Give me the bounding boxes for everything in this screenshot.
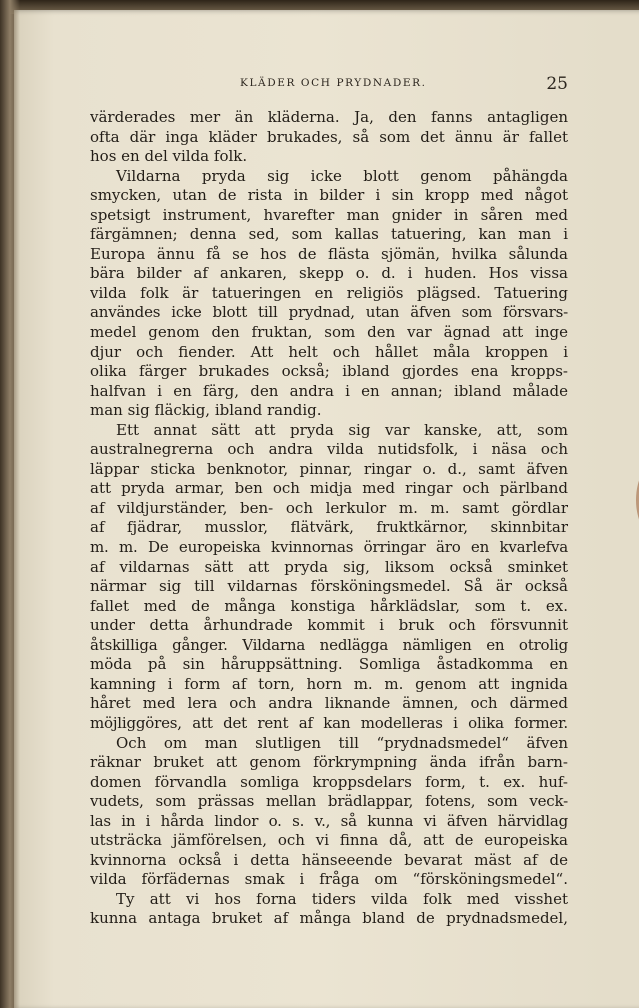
text-line: att pryda armar, ben och midja med ringar och pärlband [90,479,568,498]
text-line: medel genom den fruktan, som den var ägnad att inge [90,323,568,342]
text-line: möda på sin håruppsättning. Somliga åstadkomma en [90,655,568,674]
text-line: fallet med de många konstiga hårklädslar, som t. ex. [90,596,568,615]
text-line: Ett annat sätt att pryda sig var kanske, att, som [116,420,568,439]
text-line: bära bilder af ankaren, skepp o. d. i huden. Hos vissa [90,264,568,283]
text-line: värderades mer än kläderna. Ja, den fanns antagligen [90,108,568,126]
text-line: under detta århundrade kommit i bruk och försvunnit [90,616,568,635]
text-line: vudets, som prässas mellan brädlappar, fotens, som veck- [90,792,568,811]
text-line: las in i hårda lindor o. s. v., så kunna vi äfven härvidlag [90,811,568,830]
text-line: Europa ännu få se hos de flästa sjömän, hvilka sålunda [90,244,568,263]
text-line: åtskilliga gånger. Vildarna nedlägga nämligen en otrolig [90,635,568,654]
text-line: australnegrerna och andra vilda nutidsfolk, i näsa och [90,440,568,459]
text-line: af vildarnas sätt att pryda sig, liksom också sminket [90,557,568,576]
text-line: vilda förfädernas smak i fråga om “försköningsmedel“. [90,870,568,889]
text-line: räknar bruket att genom förkrympning ända ifrån barn- [90,753,568,772]
page-header [90,74,570,94]
text-line: användes icke blott till prydnad, utan äfven som försvars- [90,303,568,322]
text-line: kamning i form af torn, horn m. m. genom att ingnida [90,674,568,693]
text-line: olika färger brukades också; ibland gjordes ena kropps- [90,362,568,381]
book-spine-shadow [0,0,20,1008]
text-line: smycken, utan de rista in bilder i sin kropp med något [90,186,568,205]
text-line: kvinnorna också i detta hänseeende bevarat mäst af de [90,850,568,869]
text-line: man sig fläckig, ibland randig. [90,401,322,420]
text-line: färgämnen; denna sed, som kallas tatuering, kan man i [90,225,568,244]
text-line: hos en del vilda folk. [90,147,248,166]
text-line: domen förvandla somliga kroppsdelars form, t. ex. huf- [90,772,568,791]
text-line: af vildjurständer, ben- och lerkulor m. m. samt gördlar [90,498,568,517]
text-line: Och om man slutligen till “prydnadsmedel“ äfven [116,733,568,752]
running-head: KLÄDER OCH PRYDNADER. [240,77,427,89]
text-line: m. m. De europeiska kvinnornas örringar äro en kvarlefva [90,538,568,557]
text-line: läppar sticka benknotor, pinnar, ringar o. d., samt äfven [90,459,568,478]
text-line: Vildarna pryda sig icke blott genom påhängda [116,166,568,185]
text-line: djur och fiender. Att helt och hållet måla kroppen i [90,342,568,361]
text-line: utsträcka jämförelsen, och vi finna då, att de europeiska [90,831,568,850]
text-line: vilda folk är tatueringen en religiös plägsed. Tatuering [90,283,568,302]
text-line: spetsigt instrument, hvarefter man gnider in såren med [90,205,568,224]
text-line: Ty att vi hos forna tiders vilda folk med visshet [116,889,568,908]
text-line: möjliggöres, att det rent af kan modelleras i olika former. [90,713,568,732]
text-line: håret med lera och andra liknande ämnen, och därmed [90,694,568,713]
text-line: af fjädrar, musslor, flätvärk, fruktkärnor, skinnbitar [90,518,568,537]
text-line: halfvan i en färg, den andra i en annan; ibland målade [90,381,568,400]
page-number: 25 [546,74,568,94]
text-line: ofta där inga kläder brukades, så som det ännu är fallet [90,127,568,146]
text-line: närmar sig till vildarnas försköningsmedel. Så är också [90,577,568,596]
body-text [90,108,568,929]
text-line: kunna antaga bruket af många bland de prydnadsmedel, [90,909,568,928]
